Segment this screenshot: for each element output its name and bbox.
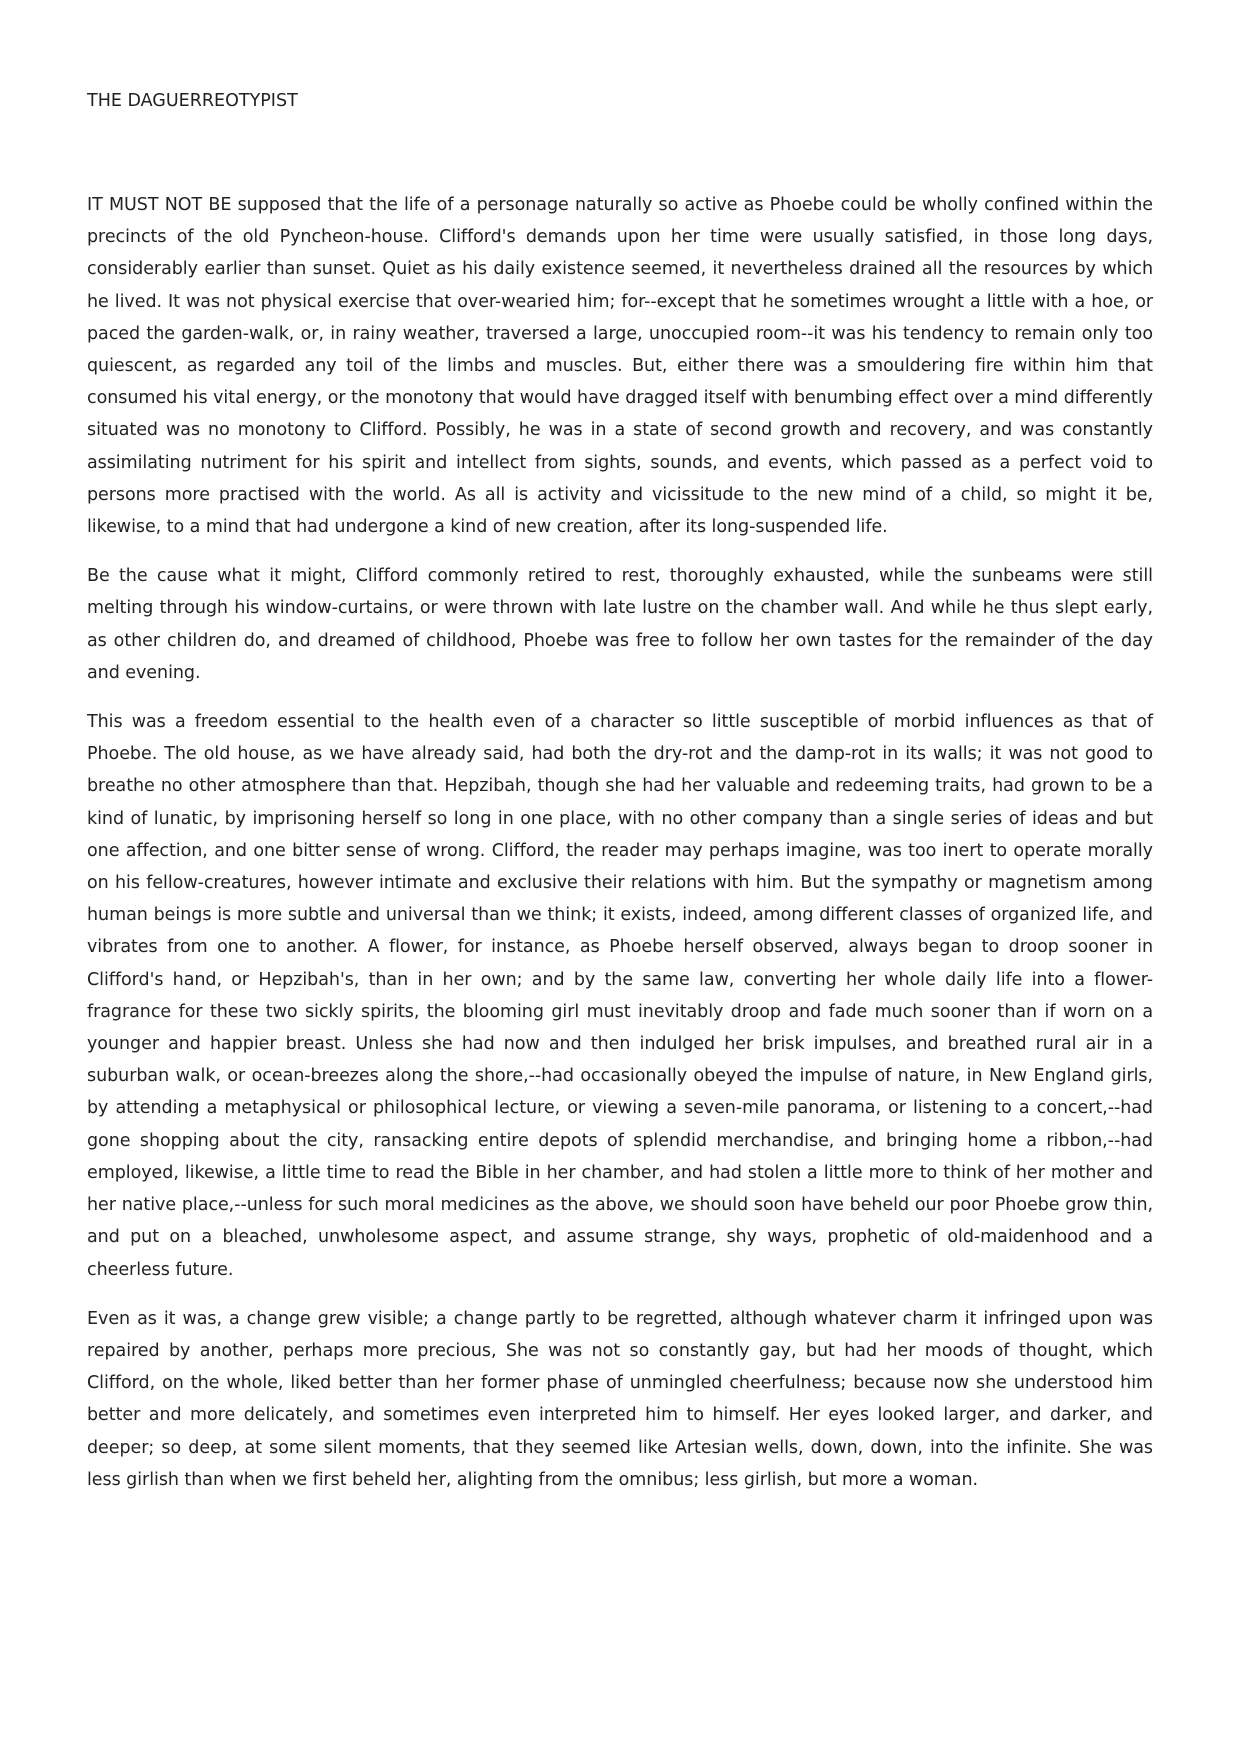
- chapter-body: [87, 189, 1153, 1513]
- paragraph-3: This was a freedom essential to the health even of a character so little susceptible of morbid influences as that of Phoebe. The old house, as we have already said, had both the dry-rot and the damp-rot in its walls; it was not good to breathe no other atmosphere than that. Hepzibah, though she had her valuable and redeeming traits, had grown to be a kind of lunatic, by imprisoning herself so long in one place, with no other company than a single series of ideas and but one affection, and one bitter sense of wrong. Clifford, the reader may perhaps imagine, was too inert to operate morally on his fellow-creatures, however intimate and exclusive their relations with him. But the sympathy or magnetism among human beings is more subtle and universal than we think; it exists, indeed, among different classes of organized life, and vibrates from one to another. A flower, for instance, as Phoebe herself observed, always began to droop sooner in Clifford's hand, or Hepzibah's, than in her own; and by the same law, converting her whole daily life into a flower-fragrance for these two sickly spirits, the blooming girl must inevitably droop and fade much sooner than if worn on a younger and happier breast. Unless she had now and then indulged her brisk impulses, and breathed rural air in a suburban walk, or ocean-breezes along the shore,--had occasionally obeyed the impulse of nature, in New England girls, by attending a metaphysical or philosophical lecture, or viewing a seven-mile panorama, or listening to a concert,--had gone shopping about the city, ransacking entire depots of splendid merchandise, and bringing home a ribbon,--had employed, likewise, a little time to read the Bible in her chamber, and had stolen a little more to think of her mother and her native place,--unless for such moral medicines as the above, we should soon have beheld our poor Phoebe grow thin, and put on a bleached, unwholesome aspect, and assume strange, shy ways, prophetic of old-maidenhood and a cheerless future.: [87, 712, 1153, 1280]
- chapter-title: THE DAGUERREOTYPIST: [87, 91, 298, 111]
- paragraph-4: Even as it was, a change grew visible; a change partly to be regretted, although whatever charm it infringed upon was repaired by another, perhaps more precious, She was not so constantly gay, but had her moods of thought, which Clifford, on the whole, liked better than her former phase of unmingled cheerfulness; because now she understood him better and more delicately, and sometimes even interpreted him to himself. Her eyes looked larger, and darker, and deeper; so deep, at some silent moments, that they seemed like Artesian wells, down, down, into the infinite. She was less girlish than when we first beheld her, alighting from the omnibus; less girlish, but more a woman.: [87, 1308, 1153, 1490]
- paragraph-1: IT MUST NOT BE supposed that the life of a personage naturally so active as Phoebe could be wholly confined within the precincts of the old Pyncheon-house. Clifford's demands upon her time were usually satisfied, in those long days, considerably earlier than sunset. Quiet as his daily existence seemed, it nevertheless drained all the resources by which he lived. It was not physical exercise that over-wearied him; for--except that he sometimes wrought a little with a hoe, or paced the garden-walk, or, in rainy weather, traversed a large, unoccupied room--it was his tendency to remain only too quiescent, as regarded any toil of the limbs and muscles. But, either there was a smouldering fire within him that consumed his vital energy, or the monotony that would have dragged itself with benumbing effect over a mind differently situated was no monotony to Clifford. Possibly, he was in a state of second growth and recovery, and was constantly assimilating nutriment for his spirit and intellect from sights, sounds, and events, which passed as a perfect void to persons more practised with the world. As all is activity and vicissitude to the new mind of a child, so might it be, likewise, to a mind that had undergone a kind of new creation, after its long-suspended life.: [87, 195, 1153, 538]
- paragraph-2: Be the cause what it might, Clifford commonly retired to rest, thoroughly exhausted, while the sunbeams were still melting through his window-curtains, or were thrown with late lustre on the chamber wall. And while he thus slept early, as other children do, and dreamed of childhood, Phoebe was free to follow her own tastes for the remainder of the day and evening.: [87, 566, 1153, 683]
